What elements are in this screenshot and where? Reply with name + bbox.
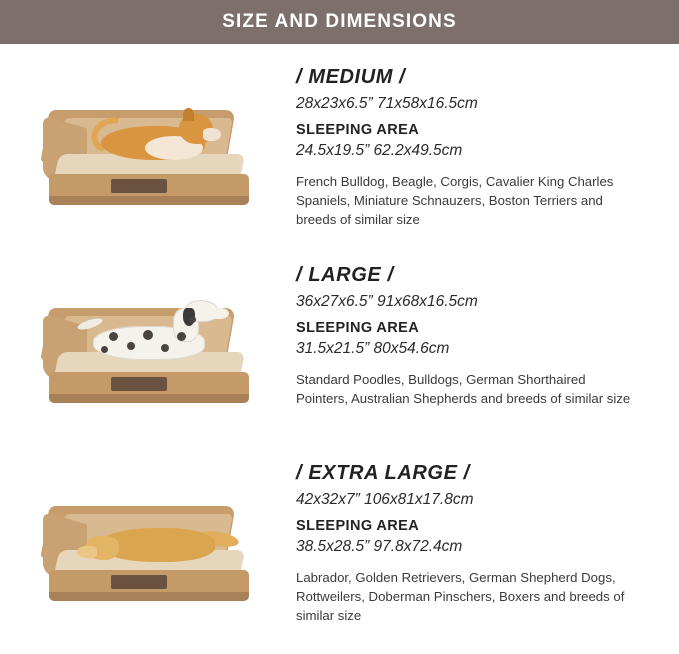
size-name: / LARGE / (296, 264, 394, 286)
dog-bed-illustration-extra-large (39, 496, 257, 614)
dalmatian-dog-icon (69, 302, 239, 368)
size-name: / EXTRA LARGE / (296, 462, 470, 484)
sleeping-area-dimensions: 31.5x21.5” 80x54.6cm (296, 340, 450, 357)
bed-base-shadow (49, 394, 249, 403)
bed-base-shadow (49, 196, 249, 205)
breed-list: Standard Poodles, Bulldogs, German Shorthaired Pointers, Australian Shepherds and breeds of similar size (296, 372, 631, 407)
size-sections (0, 44, 679, 654)
shiba-inu-dog-icon (75, 112, 225, 170)
size-details-extra-large (296, 456, 679, 625)
size-section-extra-large (0, 456, 679, 654)
dog-spot (161, 344, 169, 352)
sleeping-area-label: SLEEPING AREA (296, 122, 420, 138)
size-section-medium (0, 60, 679, 258)
size-name: / MEDIUM / (296, 66, 406, 88)
size-section-large (0, 258, 679, 456)
bed-image-large (0, 258, 296, 456)
bed-brand-tag (111, 377, 167, 391)
dog-snout (211, 308, 229, 319)
bed-image-extra-large (0, 456, 296, 654)
dog-spot (177, 332, 186, 341)
dog-spot (101, 346, 108, 353)
dog-bed-illustration-large (39, 298, 257, 416)
dog-spot (109, 332, 118, 341)
dog-spot (127, 342, 135, 350)
sleeping-area-label: SLEEPING AREA (296, 320, 420, 336)
dog-tail (76, 316, 103, 332)
dog-ear (183, 108, 194, 121)
dog-snout (203, 128, 221, 141)
bed-brand-tag (111, 575, 167, 589)
size-details-medium (296, 60, 679, 229)
sleeping-area-dimensions: 24.5x19.5” 62.2x49.5cm (296, 142, 463, 159)
overall-dimensions: 28x23x6.5” 71x58x16.5cm (296, 95, 478, 112)
header-bar (0, 0, 679, 44)
breed-list: Labrador, Golden Retrievers, German Shepherd Dogs, Rottweilers, Doberman Pinschers, Boxers and breeds of similar size (296, 570, 625, 624)
overall-dimensions: 36x27x6.5” 91x68x16.5cm (296, 293, 478, 310)
bed-image-medium (0, 60, 296, 258)
bed-base-shadow (49, 592, 249, 601)
golden-retriever-dog-icon (79, 516, 239, 572)
overall-dimensions: 42x32x7” 106x81x17.8cm (296, 491, 474, 508)
page-title: SIZE AND DIMENSIONS (222, 11, 457, 32)
sleeping-area-dimensions: 38.5x28.5” 97.8x72.4cm (296, 538, 463, 555)
size-details-large (296, 258, 679, 408)
bed-brand-tag (111, 179, 167, 193)
sleeping-area-label: SLEEPING AREA (296, 518, 420, 534)
dog-bed-illustration-medium (39, 100, 257, 218)
breed-list: French Bulldog, Beagle, Corgis, Cavalier King Charles Spaniels, Miniature Schnauzers, Boston Terriers and breeds of similar size (296, 174, 614, 228)
dog-spot (143, 330, 153, 340)
dog-spot (189, 316, 196, 323)
dog-snout (77, 546, 97, 558)
